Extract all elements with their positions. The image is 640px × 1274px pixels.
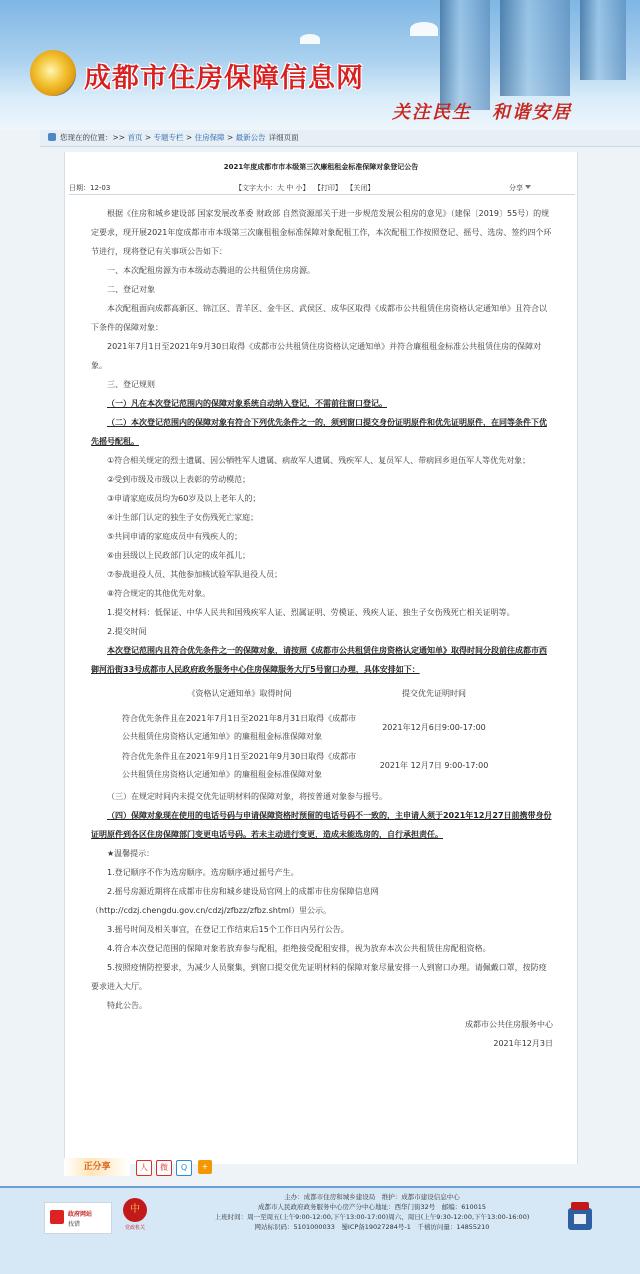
article-container [64, 152, 578, 1164]
breadcrumb [40, 130, 640, 147]
footer-line: 成都市人民政府政务服务中心房产分中心地址：西华门街32号 邮编：610015 [257, 1203, 487, 1211]
article-paragraph: ④计生部门认定的独生子女伤残死亡家庭； [107, 513, 259, 522]
article-paragraph: 本次配租面向成都高新区、锦江区、青羊区、金牛区、武侯区、成华区取得《成都市公共租赁住房资格认定通知单》且符合以下条件的保障对象： [91, 304, 547, 332]
article-paragraph: （三）在规定时间内未提交优先证明材料的保障对象，将按普通对象参与摇号。 [107, 792, 387, 801]
article-paragraph: 2021年7月1日至2021年9月30日取得《成都市公共租赁住房资格认定通知单》并符合廉租租金标准公共租赁住房的保障对象。 [91, 342, 542, 370]
article-paragraph: ①符合相关规定的烈士遗属、因公牺牲军人遗属、病故军人遗属、残疾军人、复员军人、带病回乡退伍军人等优先对象； [107, 456, 531, 465]
table-cell: 符合优先条件且在2021年7月1日至2021年8月31日取得《成都市公共租赁住房资格认定通知单》的廉租租金标准保障对象 [122, 714, 357, 741]
breadcrumb-sep: > [224, 133, 236, 142]
article-paragraph: 二、登记对象 [107, 285, 155, 294]
article-paragraph: 2.摇号房源近期将在成都市住房和城乡建设局官网上的成都市住房保障信息网（http://cdzj.chengdu.gov.cn/cdzj/zfbzz/zfbz.shtml）里公示。 [91, 887, 379, 915]
building-decoration [500, 0, 570, 96]
article-paragraph: 1.登记顺序不作为选房顺序。选房顺序通过摇号产生。 [107, 868, 299, 877]
weibo-icon[interactable]: 微 [156, 1160, 172, 1176]
renren-icon[interactable]: 人 [136, 1160, 152, 1176]
footer-line: 网站标识码：5101000033 蜀ICP备19027284号-1 千禧访问量：14855210 [254, 1223, 490, 1231]
article-paragraph: ⑦参战退役人员、其他参加核试验军队退役人员； [107, 570, 283, 579]
font-size-label: 【文字大小： [235, 184, 277, 192]
site-logo-icon [30, 50, 76, 96]
dove-icon [300, 34, 320, 44]
article-paragraph: 5.按照疫情防控要求，为减少人员聚集，到窗口提交优先证明材料的保障对象尽量安排一人到窗口办理。请佩戴口罩，按防疫要求进入大厅。 [91, 963, 547, 991]
article-paragraph-emphasis: （二）本次登记范围内的保障对象有符合下列优先条件之一的，须到窗口提交身份证明原件和优先证明原件，在同等条件下优先摇号配租。 [91, 418, 547, 446]
site-banner [0, 0, 640, 130]
signature-date: 2021年12月3日 [493, 1039, 553, 1048]
gov-site-error-logo[interactable] [44, 1202, 112, 1234]
font-medium-button[interactable]: 中 [286, 184, 294, 192]
footer-line: 主办：成都市住房和城乡建设局 维护：成都市建设信息中心 [284, 1193, 460, 1201]
article-paragraph: 一、本次配租房源为市本级动态腾退的公共租赁住房房源。 [107, 266, 315, 275]
party-emblem-icon: 中 [123, 1198, 147, 1222]
gov-logo-title: 政府网站 [68, 1211, 93, 1218]
article-paragraph: 特此公告。 [107, 1001, 147, 1010]
article-paragraph-emphasis: 本次登记范围内且符合优先条件之一的保障对象，请按照《成都市公共租赁住房资格认定通知单》取得时间分段前往成都市西御河沿街33号成都市人民政府政务服务中心住房保障服务大厅5号窗口办理，具体安排如下： [91, 646, 547, 674]
site-title: 成都市住房保障信息网 [84, 63, 364, 94]
location-icon [48, 133, 56, 141]
share-bar-label: 正分享 [64, 1158, 130, 1176]
breadcrumb-home[interactable]: 首页 [127, 133, 143, 142]
article-paragraph: ②受到市级及市级以上表彰的劳动模范； [107, 475, 251, 484]
priority-schedule-table [121, 685, 510, 785]
party-logo-text: 党政机关 [124, 1225, 145, 1231]
table-header-cell: 提交优先证明时间 [402, 689, 466, 698]
article-paragraph: 4.符合本次登记范围的保障对象若放弃参与配租，拒绝接受配租安排，视为放弃本次公共租赁住房配租资格。 [107, 944, 491, 953]
article-paragraph: ③申请家庭成员均为60岁及以上老年人的； [107, 494, 261, 503]
table-cell: 符合优先条件且在2021年9月1日至2021年9月30日取得《成都市公共租赁住房资格认定通知单》的廉租租金标准保障对象 [122, 752, 357, 779]
site-slogan: 关注民生 和谐安居 [392, 102, 572, 123]
font-size-close: 】 [302, 184, 310, 192]
breadcrumb-housing[interactable]: 住房保障 [194, 133, 225, 142]
table-header-cell: 《资格认定通知单》取得时间 [187, 689, 292, 698]
police-badge-icon [562, 1194, 598, 1234]
gov-logo-sub: 找错 [68, 1221, 81, 1228]
breadcrumb-sep: > [183, 133, 195, 142]
article-date [69, 182, 110, 194]
table-row [121, 747, 510, 785]
gov-emblem-icon [50, 1210, 64, 1224]
article-paragraph-emphasis: （一）凡在本次登记范围内的保障对象系统自动纳入登记，不需前往窗口登记。 [107, 399, 387, 408]
article-paragraph: ⑥由县级以上民政部门认定的成年孤儿； [107, 551, 251, 560]
date-label: 日期： [69, 184, 90, 192]
article-paragraph: 2.提交时间 [107, 627, 147, 636]
tencent-icon[interactable]: Q [176, 1160, 192, 1176]
article-paragraph: ★温馨提示： [107, 849, 155, 858]
font-large-button[interactable]: 大 [277, 184, 284, 192]
font-small-button[interactable]: 小 [295, 184, 303, 192]
party-gov-logo[interactable] [120, 1198, 150, 1234]
table-row [121, 709, 510, 747]
footer-line: 上班时间：周一至周五(上午9:00-12:00,下午13:00-17:00)周六、周日(上午9:30-12:00,下午13:00-16:00) [214, 1213, 530, 1221]
print-button[interactable]: 【打印】 [313, 184, 342, 192]
article-paragraph-emphasis: （四）保障对象现在使用的电话号码与申请保障资格时预留的电话号码不一致的，主申请人须于2021年12月27日前携带身份证明原件到各区住房保障部门变更电话号码。若未主动进行变更，造成未能选房的，自行承担责任。 [91, 811, 552, 839]
table-cell: 2021年12月6日9:00-17:00 [382, 723, 486, 732]
share-label: 分享 [509, 184, 523, 192]
share-dropdown[interactable] [509, 182, 531, 194]
dove-icon [410, 22, 438, 36]
building-decoration [580, 0, 626, 80]
article-paragraph: ⑤共同申请的家庭成员中有残疾人的； [107, 532, 243, 541]
article-paragraph: ⑧符合规定的其他优先对象。 [107, 589, 211, 598]
breadcrumb-notices[interactable]: 最新公告 [235, 133, 266, 142]
article-paragraph: 1.提交材料：低保证、中华人民共和国残疾军人证、烈属证明、劳模证、残疾人证、独生子女伤残死亡相关证明等。 [107, 608, 515, 617]
close-button[interactable]: 【关闭】 [346, 184, 375, 192]
breadcrumb-prefix: 您现在的位置：>> [60, 133, 126, 142]
article-tools [235, 182, 374, 194]
article-meta-bar [69, 182, 575, 195]
building-decoration [440, 0, 490, 110]
signature-org: 成都市公共住房服务中心 [465, 1020, 553, 1029]
article-paragraph: 根据《住房和城乡建设部 国家发展改革委 财政部 自然资源部关于进一步规范发展公租房的意见》（建保〔2019〕55号）的规定要求，现开展2021年度成都市市本级第三次廉租租金标准保障对象配租工作，本次配租工作按照登记、摇号、选房、签约四个环节进行，现将登记有关事项公告如下： [91, 209, 552, 256]
share-bar [64, 1158, 214, 1176]
article-body [91, 204, 553, 1053]
table-cell: 2021年 12月7日 9:00-17:00 [379, 761, 489, 770]
article-title: 2021年度成都市市本级第三次廉租租金标准保障对象登记公告 [223, 163, 419, 171]
article-paragraph: 3.摇号时间及相关事宜，在登记工作结束后15个工作日内另行公告。 [107, 925, 349, 934]
date-value: 12-03 [90, 184, 111, 192]
site-footer [0, 1186, 640, 1274]
article-paragraph: 三、登记规则 [107, 380, 155, 389]
more-icon[interactable]: + [198, 1160, 212, 1174]
breadcrumb-current: 详细页面 [268, 133, 299, 142]
footer-info [186, 1192, 558, 1232]
chevron-down-icon [525, 185, 531, 189]
breadcrumb-sep: > [142, 133, 154, 142]
table-header-row [121, 685, 510, 709]
breadcrumb-special[interactable]: 专题专栏 [153, 133, 184, 142]
